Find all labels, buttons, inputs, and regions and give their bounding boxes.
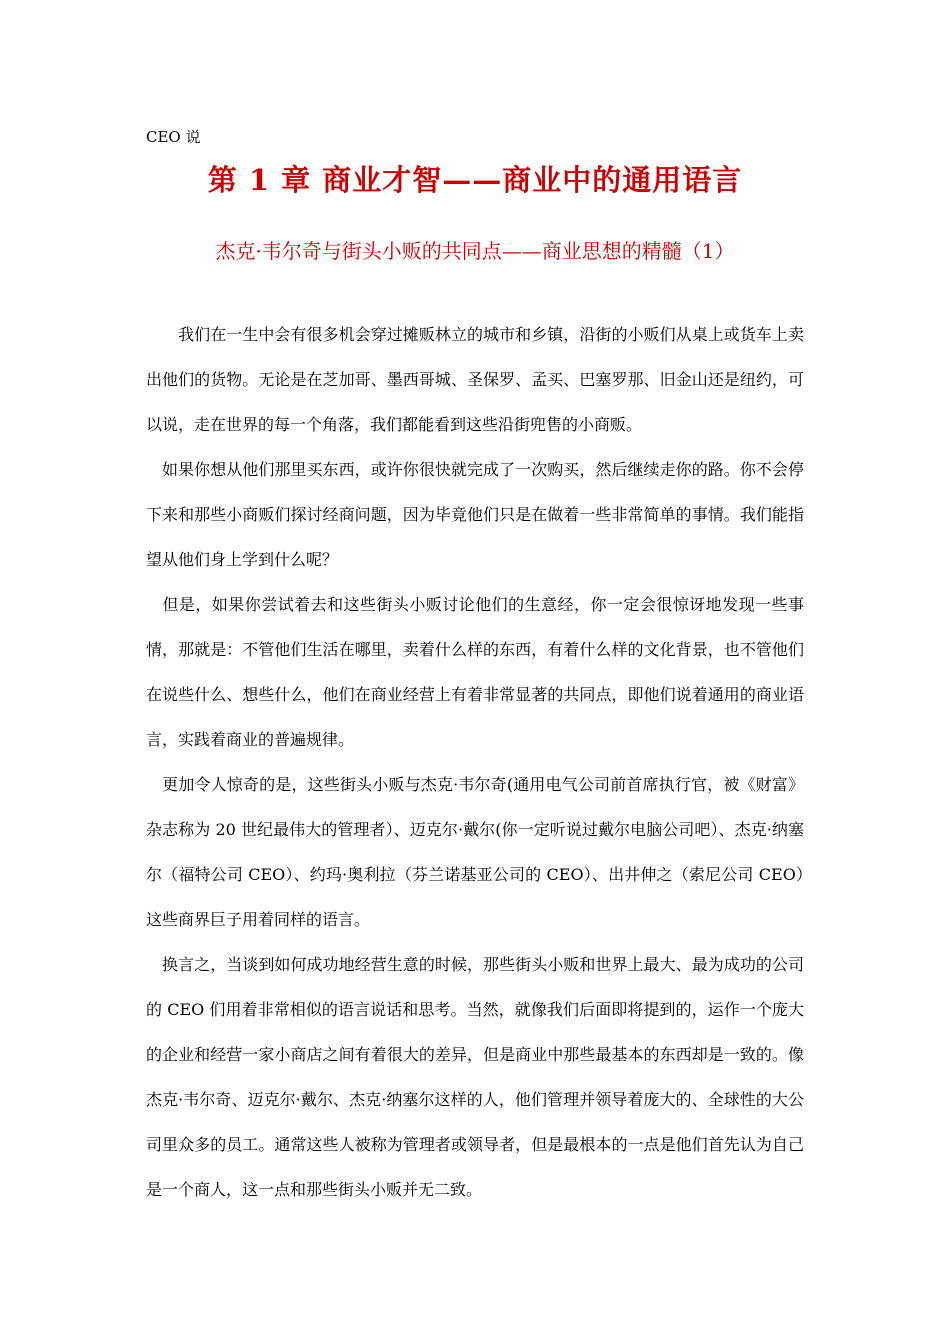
paragraph: 但是，如果你尝试着去和这些街头小贩讨论他们的生意经，你一定会很惊讶地发现一些事情，那就是：不管他们生活在哪里，卖着什么样的东西，有着什么样的文化背景，也不管他们在说些什么、想些什么，他们在商业经营上有着非常显著的共同点，即他们说着通用的商业语言，实践着商业的普遍规律。 bbox=[146, 595, 804, 749]
section-title: 杰克·韦尔奇与街头小贩的共同点——商业思想的精髓（1） bbox=[215, 239, 735, 263]
paragraph: 更加令人惊奇的是，这些街头小贩与杰克·韦尔奇(通用电气公司前首席执行官，被《财富》杂志称为 20 世纪最伟大的管理者）、迈克尔·戴尔(你一定听说过戴尔电脑公司吧）、杰克·纳塞尔（福特公司 CEO）、约玛·奥利拉（芬兰诺基亚公司的 CEO）、出井伸之（索尼公司 CEO）这些商界巨子用着同样的语言。 bbox=[146, 775, 804, 929]
paragraph: 如果你想从他们那里买东西，或许你很快就完成了一次购买，然后继续走你的路。你不会停下来和那些小商贩们探讨经商问题，因为毕竟他们只是在做着一些非常简单的事情。我们能指望从他们身上学到什么呢？ bbox=[146, 460, 804, 569]
header-label: CEO 说 bbox=[146, 128, 201, 146]
body-text bbox=[146, 312, 804, 1212]
paragraph: 我们在一生中会有很多机会穿过摊贩林立的城市和乡镇，沿街的小贩们从桌上或货车上卖出他们的货物。无论是在芝加哥、墨西哥城、圣保罗、孟买、巴塞罗那、旧金山还是纽约，可以说，走在世界的每一个角落，我们都能看到这些沿街兜售的小商贩。 bbox=[146, 325, 804, 434]
paragraph: 换言之，当谈到如何成功地经营生意的时候，那些街头小贩和世界上最大、最为成功的公司的 CEO 们用着非常相似的语言说话和思考。当然，就像我们后面即将提到的，运作一个庞大的企业和经营一家小商店之间有着很大的差异，但是商业中那些最基本的东西却是一致的。像杰克·韦尔奇、迈克尔·戴尔、杰克·纳塞尔这样的人，他们管理并领导着庞大的、全球性的大公司里众多的员工。通常这些人被称为管理者或领导者，但是最根本的一点是他们首先认为自己是一个商人，这一点和那些街头小贩并无二致。 bbox=[146, 955, 804, 1199]
chapter-title: 第 1 章 商业才智——商业中的通用语言 bbox=[207, 163, 743, 197]
